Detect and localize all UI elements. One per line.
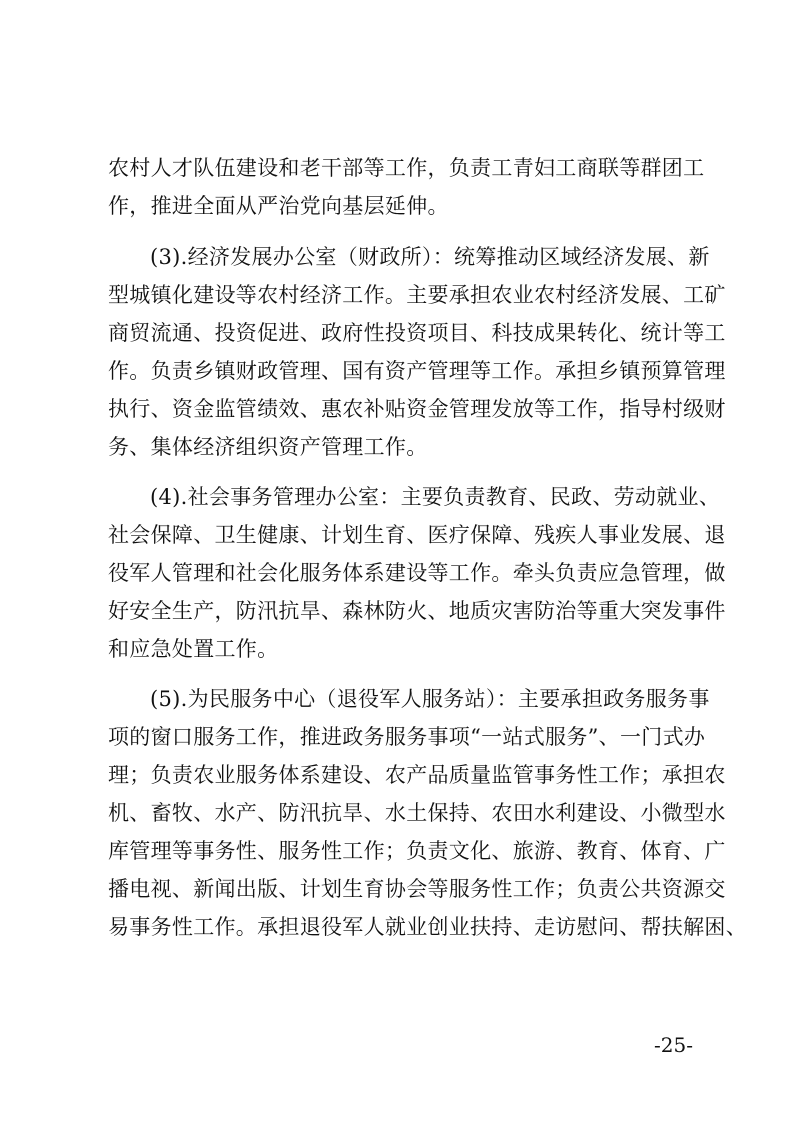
- text-line: 播电视、新闻出版、计划生育协会等服务性工作；负责公共资源交: [108, 877, 726, 901]
- text-line: 商贸流通、投资促进、政府性投资项目、科技成果转化、统计等工: [108, 321, 726, 345]
- text-line: 社会保障、卫生健康、计划生育、医疗保障、残疾人事业发展、退: [108, 523, 726, 547]
- text-line: 库管理等事务性、服务性工作；负责文化、旅游、教育、体育、广: [108, 839, 726, 863]
- text-line: 项的窗口服务工作，推进政务服务事项“一站式服务”、一门式办: [108, 725, 706, 749]
- section-heading-line: (4).社会事务管理办公室：主要负责教育、民政、劳动就业、: [150, 485, 721, 509]
- text-line: 理；负责农业服务体系建设、农产品质量监管事务性工作；承担农: [108, 763, 726, 787]
- text-line: 执行、资金监管绩效、惠农补贴资金管理发放等工作，指导村级财: [108, 397, 726, 421]
- text-line: 务、集体经济组织资产管理工作。: [108, 435, 428, 459]
- text-line: 易事务性工作。承担退役军人就业创业扶持、走访慰问、帮扶解困、: [108, 915, 747, 939]
- text-line: 作，推进全面从严治党向基层延伸。: [108, 194, 449, 218]
- section-heading-line: (3).经济发展办公室（财政所）：统筹推动区域经济发展、新: [150, 245, 710, 269]
- text-line: 农村人才队伍建设和老干部等工作，负责工青妇工商联等群团工: [108, 156, 705, 180]
- page-number: -25-: [654, 1033, 693, 1057]
- text-line: 作。负责乡镇财政管理、国有资产管理等工作。承担乡镇预算管理: [108, 359, 726, 383]
- text-line: 役军人管理和社会化服务体系建设等工作。牵头负责应急管理，做: [108, 561, 726, 585]
- text-line: 和应急处置工作。: [108, 637, 279, 661]
- text-line: 机、畜牧、水产、防汛抗旱、水土保持、农田水利建设、小微型水: [108, 801, 726, 825]
- text-line: 型城镇化建设等农村经济工作。主要承担农业农村经济发展、工矿: [108, 283, 726, 307]
- text-line: 好安全生产，防汛抗旱、森林防火、地质灾害防治等重大突发事件: [108, 599, 726, 623]
- section-heading-line: (5).为民服务中心（退役军人服务站）：主要承担政务服务事: [150, 687, 710, 711]
